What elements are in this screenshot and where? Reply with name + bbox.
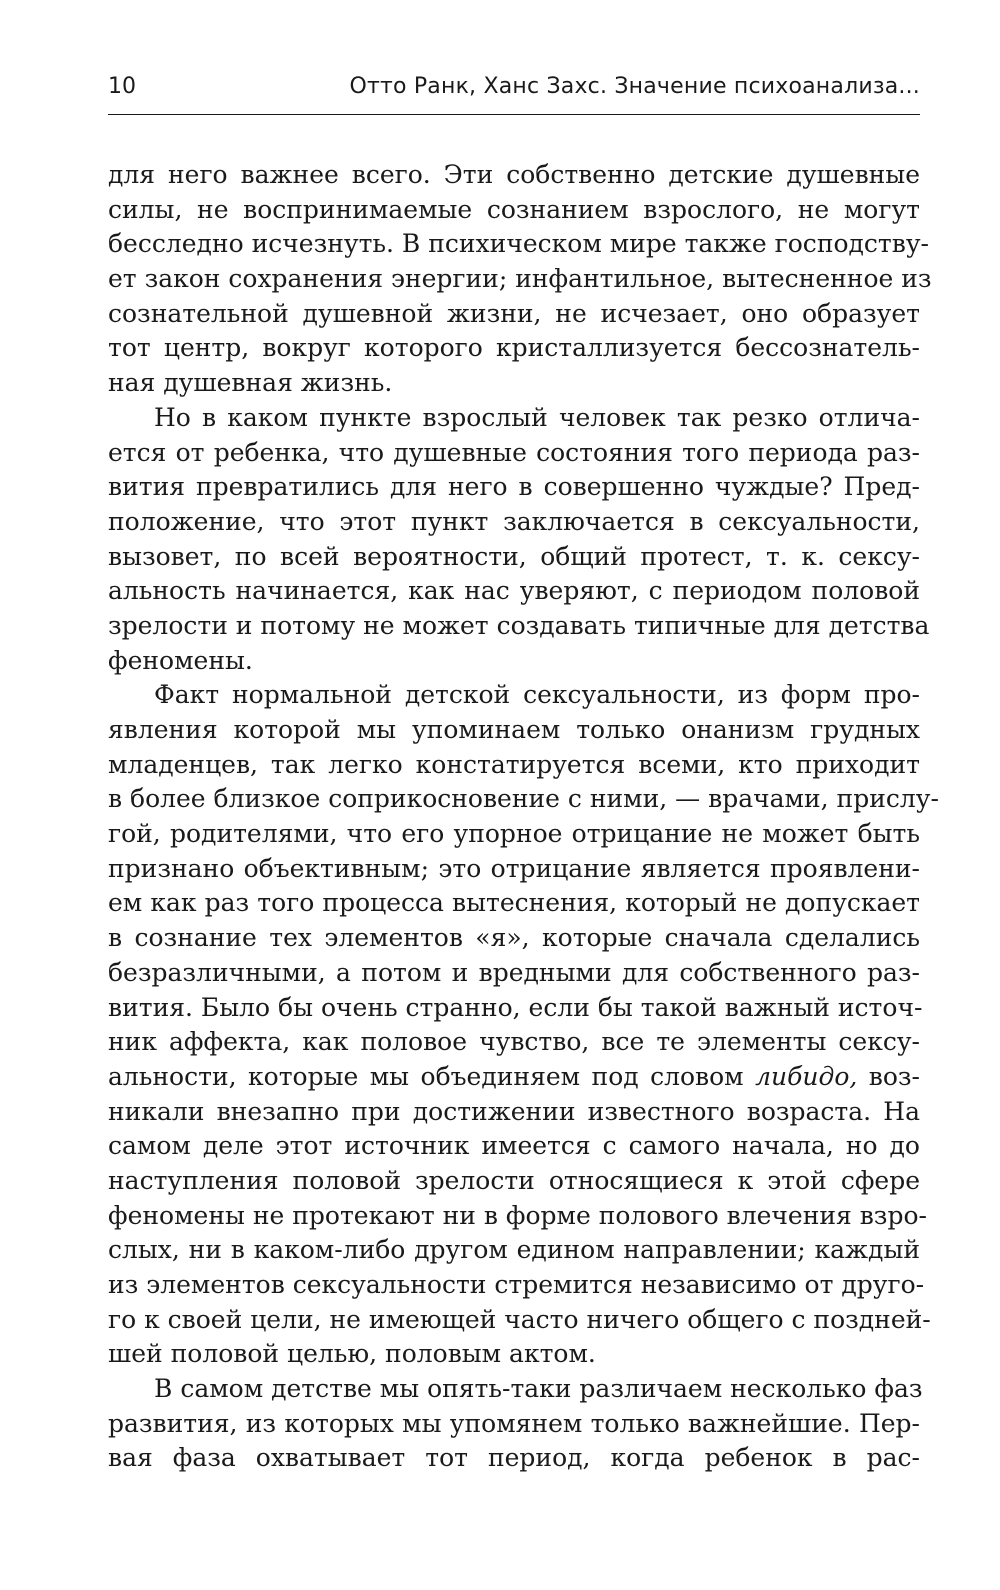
text-line: для него важнее всего. Эти собственно детские душевные [108,160,920,189]
text-line: признано объективным; это отрицание является проявлени- [108,853,920,883]
page-number: 10 [108,74,136,99]
paragraph [108,401,930,679]
text-segment: воз- [857,1061,921,1091]
text-segment: альности, которые мы объединяем под словом [108,1061,756,1091]
text-line: положение, что этот пункт заключается в сексуальности, [108,506,920,536]
text-line: никали внезапно при достижении известного возраста. На [108,1096,920,1126]
text-line: из элементов сексуальности стремится независимо от друго- [108,1270,925,1299]
italic-term: либидо, [755,1061,858,1091]
text-line: бесследно исчезнуть. В психическом мире также господству- [108,229,929,259]
text-line: слых, ни в каком-либо другом едином направлении; каждый [108,1235,920,1265]
text-line: наступления половой зрелости относящиеся к этой сфере [108,1165,920,1195]
text-line: младенцев, так легко констатируется всеми, кто приходит [108,749,920,779]
body-text [108,158,939,1476]
text-line: развития, из которых мы упомянем только важнейшие. Пер- [108,1408,920,1438]
paragraph [108,158,932,401]
header-rule [108,114,920,115]
running-title: Отто Ранк, Ханс Захс. Значение психоанализа... [349,74,920,99]
text-line: ем как раз того процесса вытеснения, который не допускает [108,888,920,918]
text-line: шей половой целью, половым актом. [108,1339,596,1369]
text-line: ная душевная жизнь. [108,368,393,398]
text-line: феномены. [108,645,253,675]
text-line: ет закон сохранения энергии; инфантильное, вытесненное из [108,264,932,294]
text-line [108,1060,920,1095]
text-line: вызовет, по всей вероятности, общий протест, т. к. сексу- [108,541,920,571]
text-line: явления которой мы упоминаем только онанизм грудных [108,715,920,744]
text-line: сознательной душевной жизни, не исчезает, оно образует [108,298,920,328]
text-line: в сознание тех элементов «я», которые сначала сделались [108,923,920,953]
text-line: го к своей цели, не имеющей часто ничего общего с поздней- [108,1304,931,1334]
text-line: зрелости и потому не может создавать типичные для детства [108,610,930,640]
text-line: Факт нормальной детской сексуальности, из форм про- [154,680,920,710]
text-line: безразличными, а потом и вредными для собственного раз- [108,957,920,987]
text-line: вая фаза охватывает тот период, когда ребенок в рас- [108,1443,920,1473]
running-header [108,72,920,112]
text-line: самом деле этот источник имеется с самого начала, но до [108,1131,920,1161]
text-line: альность начинается, как нас уверяют, с периодом половой [108,576,920,606]
text-line: Но в каком пункте взрослый человек так резко отлича- [154,402,920,432]
text-line: феномены не протекают ни в форме полового влечения взро- [108,1200,927,1230]
text-line: вития превратились для него в совершенно чуждые? Пред- [108,472,920,502]
text-line: В самом детстве мы опять-таки различаем несколько фаз [154,1374,923,1404]
text-line: в более близкое соприкосновение с ними, — врачами, прислу- [108,784,939,814]
text-line: тот центр, вокруг которого кристаллизуется бессознатель- [108,333,920,363]
text-line: ется от ребенка, что душевные состояния того периода раз- [108,437,920,467]
text-line: гой, родителями, что его упорное отрицание не может быть [108,819,920,849]
paragraph [108,1372,923,1476]
text-line: силы, не воспринимаемые сознанием взрослого, не могут [108,194,920,224]
text-line: ник аффекта, как половое чувство, все те элементы сексу- [108,1027,920,1057]
text-line: вития. Было бы очень странно, если бы такой важный источ- [108,992,923,1022]
paragraph [108,678,939,1372]
